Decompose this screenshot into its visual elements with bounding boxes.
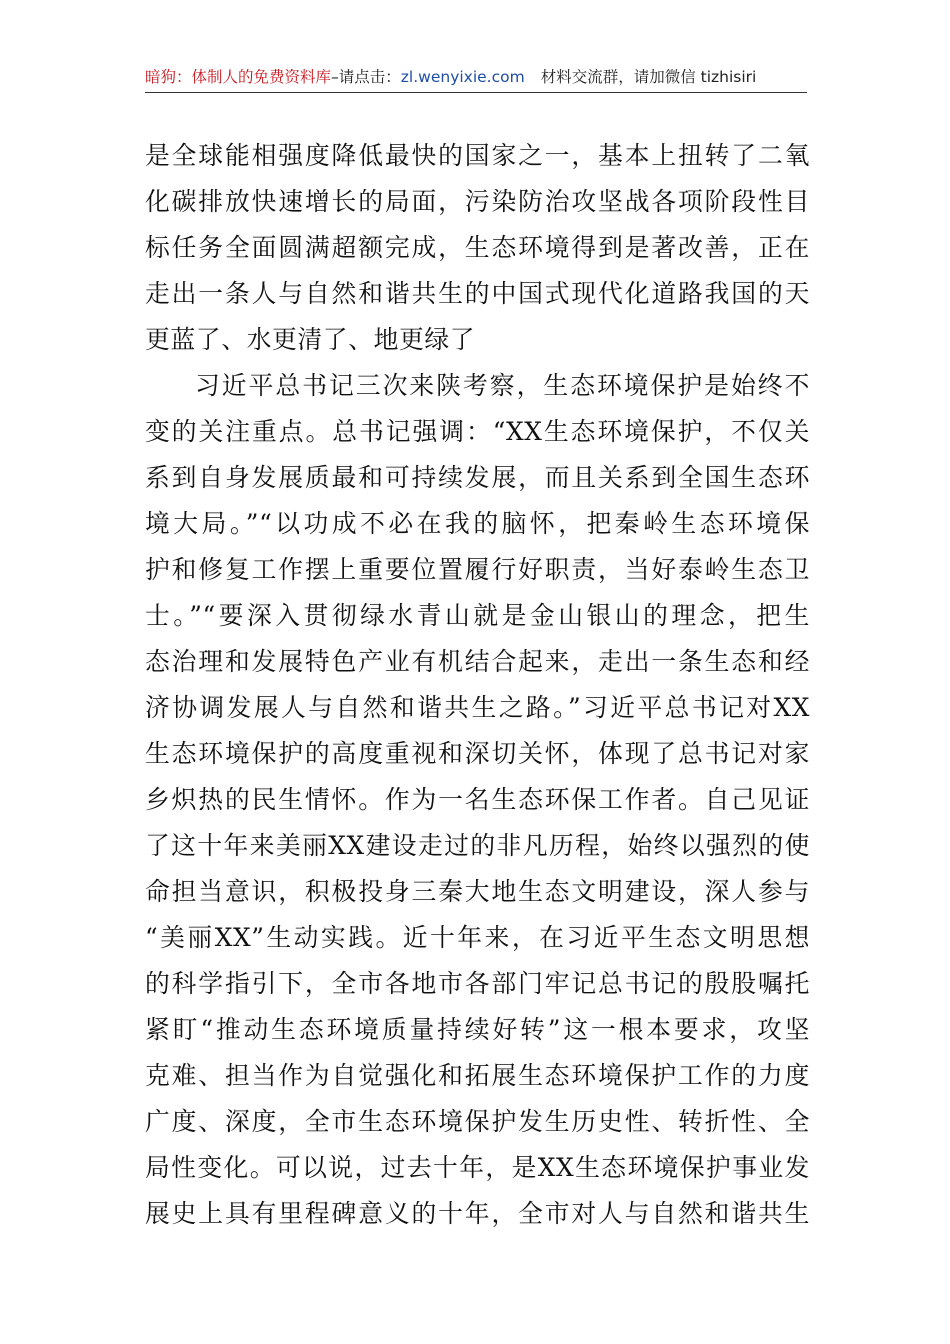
text-line: 化碳排放快速增长的局面，污染防治攻坚战各项阶段性目 [145, 187, 810, 216]
text-line: 系到自身发展质最和可持续发展，而且关系到全国生态环 [145, 463, 810, 492]
text-line: 护和修复工作摆上重要位置履行好职责，当好泰岭生态卫 [145, 555, 810, 584]
header-divider [145, 92, 807, 93]
page-header [145, 66, 805, 88]
text-line: 克难、担当作为自觉强化和拓展生态环境保护工作的力度 [145, 1061, 810, 1090]
document-body [145, 133, 810, 1237]
text-line: 走出一条人与自然和谐共生的中国式现代化道路我国的天 [145, 279, 810, 308]
text-line: 命担当意识，积极投身三秦大地生态文明建设，深人参与 [145, 877, 810, 906]
header-brand: 暗狗：体制人的免费资料库 [145, 68, 332, 86]
text-line: 济协调发展人与自然和谐共生之路。”习近平总书记对XX [145, 693, 810, 722]
text-line: 乡炽热的民生情怀。作为一名生态环保工作者。自己见证 [145, 785, 810, 814]
text-line: 局性变化。可以说，过去十年，是XX生态环境保护事业发 [145, 1153, 810, 1182]
text-line: 更蓝了、水更清了、地更绿了 [145, 325, 476, 354]
text-line: 广度、深度，全市生态环境保护发生历史性、转折性、全 [145, 1107, 810, 1136]
text-line: 紧盯“推动生态环境质量持续好转”这一根本要求，攻坚 [145, 1015, 810, 1044]
header-url-link[interactable]: zl.wenyixie.com [400, 68, 525, 86]
paragraph-first-line: 习近平总书记三次来陕考察，生态环境保护是始终不 [195, 371, 810, 400]
text-line: 的科学指引下，全市各地市各部门牢记总书记的殷股嘱托 [145, 969, 810, 998]
text-line: 展史上具有里程碑意义的十年，全市对人与自然和谐共生 [145, 1199, 810, 1228]
header-contact: 材料交流群，请加微信 tizhisiri [540, 68, 757, 86]
text-line: 士。”“要深入贯彻绿水青山就是金山银山的理念，把生 [145, 601, 810, 630]
header-cta: –请点击： [331, 68, 401, 86]
text-line: 境大局。”“以功成不必在我的脑怀，把秦岭生态环境保 [145, 509, 810, 538]
text-line: “美丽XX”生动实践。近十年来，在习近平生态文明思想 [145, 923, 810, 952]
text-line: 态治理和发展特色产业有机结合起来，走出一条生态和经 [145, 647, 810, 676]
text-line: 是全球能相强度降低最快的国家之一，基本上扭转了二氧 [145, 141, 810, 170]
text-line: 了这十年来美丽XX建设走过的非凡历程，始终以强烈的使 [145, 831, 810, 860]
text-line: 生态环境保护的高度重视和深切关怀，体现了总书记对家 [145, 739, 810, 768]
text-line: 变的关注重点。总书记强调：“XX生态环境保护，不仅关 [145, 417, 810, 446]
text-line: 标任务全面圆满超额完成，生态环境得到是著改善，正在 [145, 233, 810, 262]
